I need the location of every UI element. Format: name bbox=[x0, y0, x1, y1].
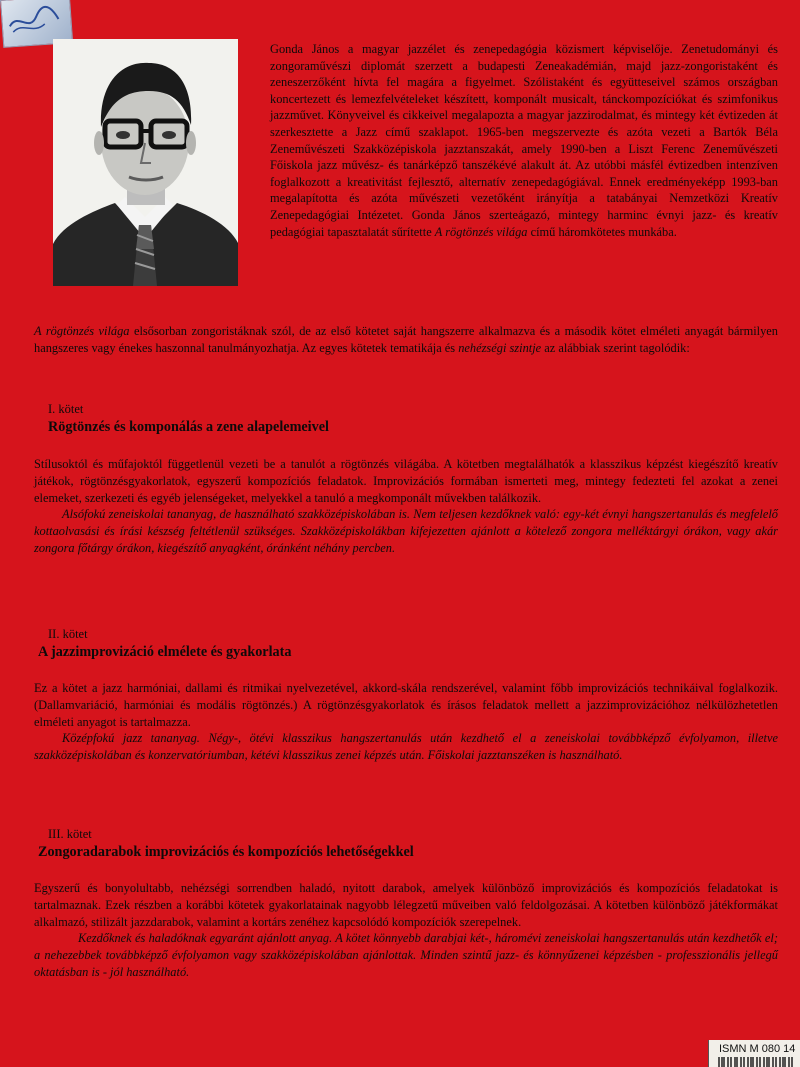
intro-text-2: az alábbiak szerint tagolódik: bbox=[541, 340, 690, 355]
volume-1-level-note: Alsófokú zeneiskolai tananyag, de használható szakközépiskolában is. Nem teljesen kezdőknek való: egy-két évnyi hangszertanulás és megfelelő kottaolvasási és írási készség feltétlenül szükséges. Szakközépiskolákban kifejezetten ajánlott a kötelező zongora melléktárgyi órákon, vagy akár zongora főtárgy órákon, kiegészítő anyagként, óránként néhány percben. bbox=[34, 507, 778, 555]
biography-text-end: című háromkötetes munkába. bbox=[527, 224, 677, 239]
volume-2-number: II. kötet bbox=[48, 627, 88, 641]
volume-2-level-note: Középfokú jazz tananyag. Négy-, ötévi klasszikus hangszertanulás után kezdhető el a zeneiskolai továbbképző évfolyamon, illetve szakközépiskolában és konzervatóriumban, kétévi klasszikus zenei képzés után. Főiskolai jazztanszéken is használható. bbox=[34, 731, 778, 763]
series-introduction bbox=[34, 323, 778, 357]
isbn-number: ISMN M 080 14 bbox=[719, 1043, 796, 1055]
biography-paragraph bbox=[270, 41, 778, 240]
volume-2-section bbox=[34, 626, 778, 764]
barcode-icon bbox=[717, 1057, 797, 1067]
author-biography bbox=[270, 41, 778, 240]
volume-1-number: I. kötet bbox=[48, 402, 84, 416]
intro-difficulty-term: nehézségi szintje bbox=[458, 340, 542, 355]
volume-1-section bbox=[34, 401, 778, 557]
intro-text-1: elsősorban zongoristáknak szól, de az első kötetet saját hangszerre alkalmazva és a második kötet elméleti anyagát bármilyen hangszeres vagy énekes haszonnal tanulmányozhatja. Az egyes kötetek tematikája és bbox=[34, 324, 779, 355]
volume-3-description: Egyszerű és bonyolultabb, nehézségi sorrendben haladó, nyitott darabok, amelyek különböző improvizációs és kompozíciós feladatokat is tartalmaznak. Ezek részben a korábbi kötetek gyakorlatainak nagyobb lélegzetű műveiben való feldolgozásai. A kötetben különböző játékformákat alkalmazó, stilizált jazzdarabok, valamint a kortárs zenéhez kapcsolódó kompozíciók szerepelnek. bbox=[34, 881, 778, 929]
volume-3-level-note: Kezdőknek és haladóknak egyaránt ajánlott anyag. A kötet könnyebb darabjai két-, háromévi zeneiskolai hangszertanulás után kezdhetők el; a nehezebbek továbbképző évfolyamon vagy szakközépiskolában ajánlottak. Minden szintű jazz- és könnyűzenei képzésben - professzionális jellegű oktatásban is - jól használható. bbox=[34, 931, 778, 979]
intro-book-title: A rögtönzés világa bbox=[34, 324, 130, 338]
biography-book-title: A rögtönzés világa bbox=[434, 224, 528, 239]
volume-2-description: Ez a kötet a jazz harmóniai, dallami és ritmikai nyelvezetével, akkord-skála rendszerével, valamint főbb improvizációs technikáival foglalkozik. (Dallamvariáció, harmóniai és modális rögtönzés.) A rögtönzésgyakorlatok és írásos feladatok mellett a jazzimprovizációhoz nélkülözhetetlen elméleti anyagot is tartalmazza. bbox=[34, 681, 778, 729]
portrait-image bbox=[53, 39, 238, 286]
author-portrait bbox=[53, 39, 238, 286]
volume-3-title: Zongoradarabok improvizációs és kompozíciós lehetőségekkel bbox=[38, 844, 414, 860]
scribble-icon bbox=[5, 1, 63, 39]
volume-1-title: Rögtönzés és komponálás a zene alapelemeivel bbox=[48, 419, 329, 435]
volume-3-section bbox=[34, 826, 778, 981]
volume-3-number: III. kötet bbox=[48, 827, 92, 841]
isbn-label bbox=[708, 1040, 800, 1067]
volume-1-description: Stílusoktól és műfajoktól függetlenül vezeti be a tanulót a rögtönzés világába. A kötetben megtalálhatók a klasszikus képzést kiegészítő kreatív játékok, rögtönzésgyakorlatok, egyszerű kompozíciós feladatok. Improvizációs formában ismerteti meg, mintegy fedezteti fel azokat a zenei elemeket, szerkezeti és egyéb jelenségeket, melyekkel a tanuló a megkomponált művekben találkozik. bbox=[34, 457, 778, 505]
biography-text: Gonda János a magyar jazzélet és zenepedagógia közismert képviselője. Zenetudományi és zongoraművészi diplomát szerzett a budapesti Zeneakadémián, majd jazz-zongoristaként és zeneszerzőként hívta fel magára a figyelmet. Szólistaként és együtteseivel számos országban koncertezett és lemezfelvételeket készített, komponált musicalt, tánckompozíciókat és szimfonikus jazzművet. Könyveivel és cikkeivel megalapozta a magyar jazzirodalmat, és mintegy két évtizeden át szerkesztette a Jazz című szaklapot. 1965-ben megszervezte és azóta vezeti a Bartók Béla Zeneművészeti Szakközépiskola jazztanszakát, amely 1990-ben a Liszt Ferenc Zeneművészeti Főiskola jazz művész- és tanárképző tanszékévé alakult át. Az utóbbi másfél évtizedben intenzíven foglalkozott a kreativitást fejlesztő, alternatív zenepedagógiával. Ennek eredményeképp 1993-ban megalapította és azóta művészeti vezetőként irányítja a tatabányai Nemzetközi Kreatív Zenepedagógiai Intézetet. Gonda János szerteágazó, mintegy harminc évnyi jazz- és kreatív pedagógiai tapasztalatát sűrítette bbox=[270, 42, 778, 239]
volume-2-title: A jazzimprovizáció elmélete és gyakorlata bbox=[38, 644, 292, 660]
